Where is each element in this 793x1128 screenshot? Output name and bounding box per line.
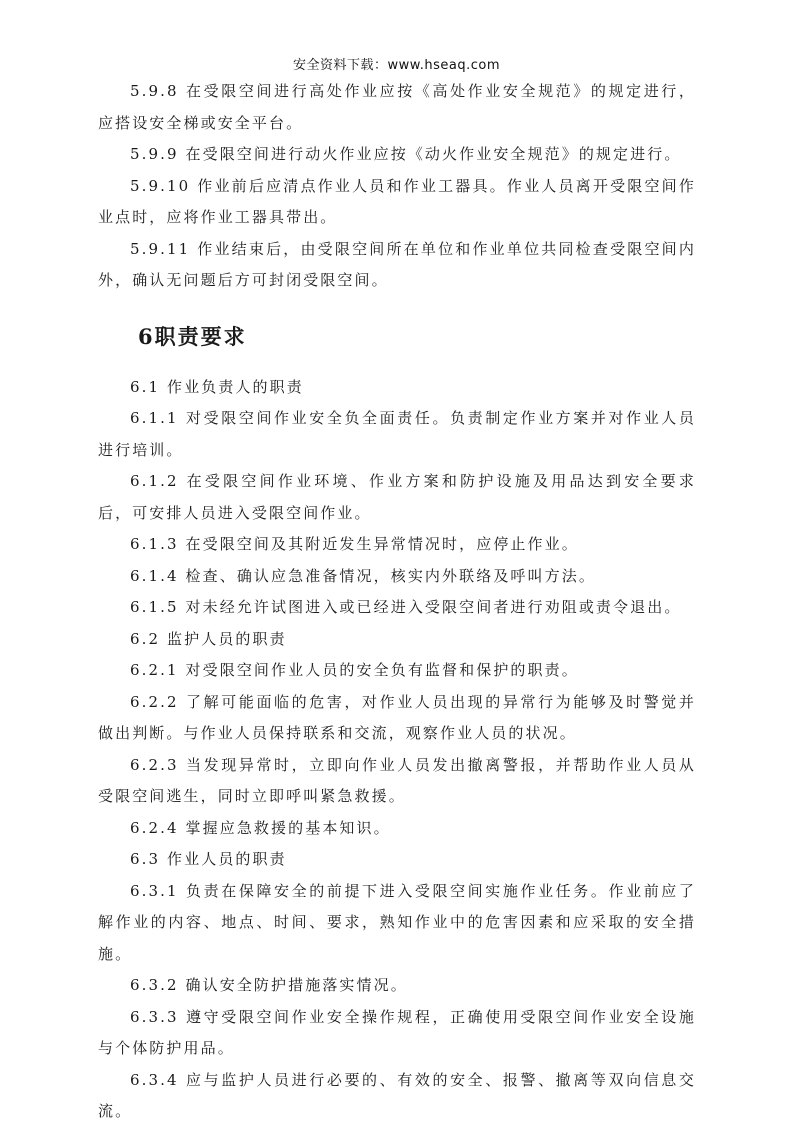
clause-5-9-11: 5.9.11 作业结束后，由受限空间所在单位和作业单位共同检查受限空间内外，确认无问题后方可封闭受限空间。	[98, 239, 696, 289]
page-header-site: 安全资料下载：www.hseaq.com	[293, 58, 500, 73]
clause-6-2-2: 6.2.2 了解可能面临的危害，对作业人员出现的异常行为能够及时警觉并做出判断。与作业人员保持联系和交流，观察作业人员的状况。	[98, 692, 696, 742]
clause-6-2-3: 6.2.3 当发现异常时，立即向作业人员发出撤离警报，并帮助作业人员从受限空间逃生，同时立即呼叫紧急救援。	[98, 755, 696, 805]
clause-5-9-10: 5.9.10 作业前后应清点作业人员和作业工器具。作业人员离开受限空间作业点时，应将作业工器具带出。	[98, 176, 696, 226]
clause-6-3: 6.3 作业人员的职责	[130, 850, 287, 868]
section-heading: 6职责要求	[138, 323, 247, 349]
clause-6-3-3: 6.3.3 遵守受限空间作业安全操作规程，正确使用受限空间作业安全设施与个体防护用品。	[98, 1007, 696, 1057]
clause-6-2-1: 6.2.1 对受限空间作业人员的安全负有监督和保护的职责。	[130, 661, 579, 679]
clause-6-3-1: 6.3.1 负责在保障安全的前提下进入受限空间实施作业任务。作业前应了解作业的内容、地点、时间、要求，熟知作业中的危害因素和应采取的安全措施。	[98, 881, 696, 963]
clause-6-1-1: 6.1.1 对受限空间作业安全负全面责任。负责制定作业方案并对作业人员进行培训。	[98, 409, 696, 459]
clause-6-1: 6.1 作业负责人的职责	[130, 377, 304, 396]
clause-6-3-2: 6.3.2 确认安全防护措施落实情况。	[130, 976, 408, 994]
clause-6-1-2: 6.1.2 在受限空间作业环境、作业方案和防护设施及用品达到安全要求后，可安排人员进入受限空间作业。	[98, 472, 696, 522]
clause-6-1-5: 6.1.5 对未经允许试图进入或已经进入受限空间者进行劝阻或责令退出。	[130, 598, 682, 616]
clause-6-1-4: 6.1.4 检查、确认应急准备情况，核实内外联络及呼叫方法。	[130, 566, 596, 585]
clause-6-2: 6.2 监护人员的职责	[130, 629, 287, 648]
clause-5-9-9: 5.9.9 在受限空间进行动火作业应按《动火作业安全规范》的规定进行。	[130, 145, 682, 163]
clause-6-2-4: 6.2.4 掌握应急救援的基本知识。	[130, 818, 391, 837]
clause-5-9-8: 5.9.8 在受限空间进行高处作业应按《高处作业安全规范》的规定进行，应搭设安全梯或安全平台。	[98, 82, 696, 132]
clause-6-3-4: 6.3.4 应与监护人员进行必要的、有效的安全、报警、撤离等双向信息交流。	[98, 1070, 696, 1120]
document-body	[98, 76, 696, 1128]
clause-6-1-3: 6.1.3 在受限空间及其附近发生异常情况时，应停止作业。	[130, 535, 579, 553]
